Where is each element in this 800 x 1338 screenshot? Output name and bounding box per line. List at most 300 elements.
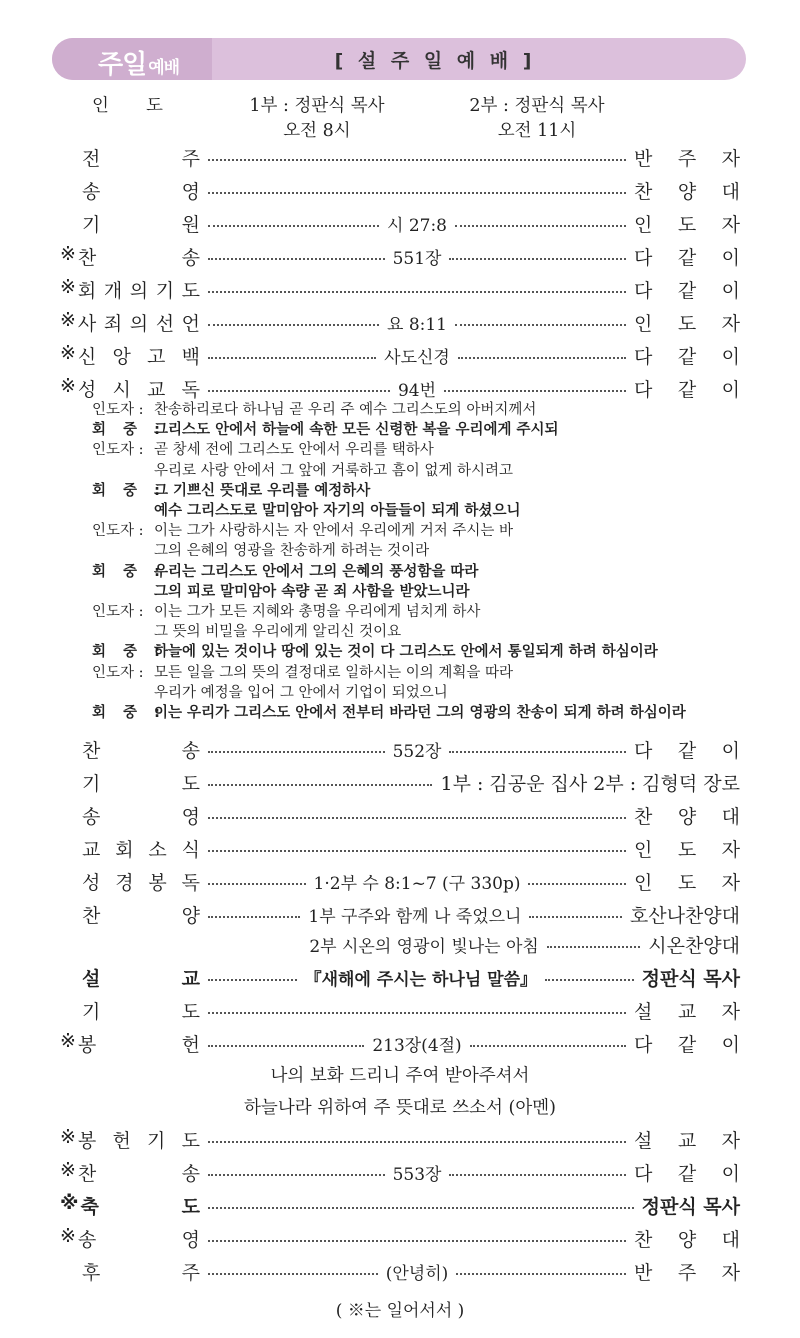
order-item-detail: 94번 — [397, 380, 437, 401]
name-char: 교 — [147, 378, 166, 401]
intro-second-time: 오전 11시 — [497, 121, 577, 141]
order-item-name — [60, 1225, 200, 1252]
leader-char: 이 — [721, 378, 740, 401]
reading-line — [92, 701, 686, 722]
order-item-detail: 213장(4절) — [372, 1035, 462, 1056]
dot-leader — [208, 869, 626, 894]
leader-char: 자 — [721, 871, 740, 894]
order-item-name — [60, 736, 200, 763]
name-char: 설 — [82, 967, 101, 990]
order-item-detail: 551장 — [392, 248, 442, 269]
order-item-name — [60, 243, 200, 270]
reading-line — [92, 398, 536, 419]
standing-mark: ※ — [60, 1191, 79, 1214]
name-char: 도 — [181, 1129, 200, 1152]
order-item-name-chars — [78, 342, 200, 369]
order-item-name — [60, 276, 200, 303]
leader-char: 자 — [721, 147, 740, 170]
reading-line — [92, 499, 520, 520]
leader-char: 다 — [634, 1162, 653, 1185]
name-char: 송 — [181, 1162, 200, 1185]
order-item-detail: 1부 구주와 함께 나 죽었으니 — [308, 906, 522, 927]
reading-text: 이는 우리가 그리스도 안에서 전부터 바라던 그의 영광의 찬송이 되게 하려 하심이라 — [154, 705, 686, 721]
leader-char: 같 — [677, 378, 697, 401]
reading-text: 예수 그리스도로 말미암아 자기의 아들들이 되게 하셨으니 — [154, 503, 521, 519]
order-item-name-chars — [82, 769, 200, 796]
order-item-leader — [634, 276, 740, 303]
leader-char: 다 — [634, 378, 653, 401]
order-item-name-chars — [82, 1258, 200, 1285]
reading-speaker: 회 중 : — [92, 705, 166, 721]
name-char: 언 — [181, 312, 200, 335]
leader-char: 자 — [721, 1129, 740, 1152]
name-char: 기 — [155, 279, 175, 302]
name-char: 축 — [80, 1195, 99, 1218]
dot-leader — [208, 847, 626, 849]
order-item-leader: 1부 : 김공운 집사 2부 : 김형덕 장로 — [440, 772, 740, 795]
order-item-name-chars — [78, 243, 200, 270]
leader-char: 교 — [677, 1000, 697, 1023]
dot-leader — [208, 310, 626, 335]
order-row — [60, 175, 740, 205]
order-item-leader — [634, 243, 740, 270]
dot-leader — [208, 376, 626, 401]
order-item-detail: 시 27:8 — [387, 215, 448, 236]
name-char: 영 — [181, 805, 200, 828]
leader-char: 양 — [677, 180, 697, 203]
name-char: 백 — [181, 345, 200, 368]
leader-char: 같 — [677, 1033, 697, 1056]
intro-second-service: 2부 : 정판식 목사 — [469, 96, 605, 116]
order-row — [60, 142, 740, 172]
reading-text: 그 기쁘신 뜻대로 우리를 예정하사 — [154, 482, 371, 499]
name-char: 영 — [181, 1228, 200, 1251]
leader-char: 자 — [721, 838, 740, 861]
name-char: 송 — [181, 739, 200, 762]
name-char: 독 — [181, 871, 200, 894]
order-item-detail: 2부 시온의 영광이 빛나는 아침 — [309, 936, 539, 957]
order-item-name-chars — [82, 835, 200, 862]
dot-leader — [208, 932, 640, 957]
name-char: 죄 — [103, 312, 123, 335]
order-row — [60, 1124, 740, 1154]
reading-text: 이는 그가 사랑하시는 자 안에서 우리에게 거저 주시는 바 — [154, 523, 514, 540]
name-char: 찬 — [77, 246, 97, 269]
order-item-detail: 553장 — [392, 1164, 442, 1185]
reading-text: 그의 은혜의 영광을 찬송하게 하려는 것이라 — [154, 543, 430, 560]
name-char: 기 — [82, 213, 101, 236]
order-row — [60, 1256, 740, 1286]
leader-char: 다 — [634, 739, 653, 762]
reading-line — [92, 459, 513, 480]
dot-leader — [208, 244, 626, 269]
name-char: 회 — [77, 279, 97, 302]
reading-line — [92, 560, 478, 581]
leader-char: 자 — [721, 1261, 740, 1284]
name-char: 헌 — [112, 1129, 131, 1152]
dot-leader — [208, 1138, 626, 1140]
leader-char: 주 — [677, 1261, 697, 1284]
leader-char: 양 — [677, 805, 697, 828]
name-char: 기 — [82, 772, 101, 795]
order-item-leader — [634, 210, 740, 237]
reading-text: 우리가 예정을 입어 그 안에서 기업이 되었으니 — [154, 684, 448, 701]
name-char: 송 — [82, 180, 101, 203]
order-item-name-chars — [82, 177, 200, 204]
order-item-name — [60, 144, 200, 171]
order-item-leader — [634, 997, 740, 1024]
leader-char: 이 — [721, 246, 740, 269]
name-char: 고 — [147, 345, 166, 368]
reading-text: 그의 피로 말미암아 속량 곧 죄 사함을 받았느니라 — [154, 583, 470, 600]
order-item-name-chars — [82, 901, 200, 928]
intro-label-b: 도 — [146, 96, 163, 116]
leader-char: 도 — [677, 838, 697, 861]
name-char: 도 — [181, 1195, 200, 1218]
order-item-detail: 『새해에 주시는 하나님 말씀』 — [304, 969, 538, 990]
order-row — [60, 800, 740, 830]
leader-char: 자 — [721, 312, 740, 335]
leader-char: 이 — [721, 1162, 740, 1185]
dot-leader — [208, 189, 626, 191]
order-row — [60, 767, 740, 797]
offering-hymn-line-1: 나의 보화 드리니 주여 받아주셔서 — [270, 1066, 530, 1086]
leader-char: 설 — [634, 1000, 653, 1023]
order-item-name — [60, 868, 200, 895]
order-item-leader — [634, 835, 740, 862]
order-item-leader — [634, 1258, 740, 1285]
standing-mark: ※ — [60, 308, 76, 331]
name-char: 도 — [181, 772, 200, 795]
order-item-name — [60, 997, 200, 1024]
order-item-leader — [634, 342, 740, 369]
leader-char: 찬 — [634, 805, 653, 828]
order-item-leader — [634, 1159, 740, 1186]
name-char: 선 — [155, 312, 175, 335]
reading-line — [92, 640, 658, 661]
order-row — [60, 274, 740, 304]
order-row — [60, 1028, 740, 1058]
dot-leader — [208, 781, 432, 783]
dot-leader — [208, 1160, 626, 1185]
name-char: 도 — [181, 1000, 200, 1023]
leader-char: 다 — [634, 1033, 653, 1056]
standing-mark: ※ — [60, 374, 76, 397]
name-char: 주 — [181, 1261, 200, 1284]
leader-char: 같 — [677, 739, 697, 762]
order-item-leader: 정판식 목사 — [641, 1195, 740, 1218]
leader-char: 양 — [677, 1228, 697, 1251]
order-item-name — [60, 835, 200, 862]
order-row — [60, 1223, 740, 1253]
leader-char: 이 — [721, 279, 740, 302]
dot-leader — [208, 343, 626, 368]
leader-char: 도 — [677, 871, 697, 894]
order-item-detail: 사도신경 — [384, 347, 450, 368]
name-char: 사 — [77, 312, 97, 335]
reading-text: 우리는 그리스도 안에서 그의 은혜의 풍성함을 따라 — [154, 563, 479, 580]
order-item-leader — [634, 1126, 740, 1153]
order-item-name — [60, 1159, 200, 1186]
name-char: 기 — [82, 1000, 101, 1023]
reading-speaker: 회 중 : — [92, 563, 166, 580]
name-char: 기 — [147, 1129, 166, 1152]
order-item-name — [60, 177, 200, 204]
reading-text: 모든 일을 그의 뜻의 결정대로 일하시는 이의 계획을 따라 — [154, 664, 514, 681]
reading-speaker: 인도자 : — [92, 442, 144, 459]
standing-mark: ※ — [60, 1158, 76, 1181]
dot-leader — [208, 1237, 626, 1239]
order-row — [60, 899, 740, 929]
order-row — [60, 833, 740, 863]
name-char: 전 — [82, 147, 101, 170]
leader-char: 다 — [634, 345, 653, 368]
order-item-name — [60, 309, 200, 336]
standing-mark: ※ — [60, 1125, 76, 1148]
leader-char: 자 — [721, 213, 740, 236]
leader-char: 주 — [677, 147, 697, 170]
leader-char: 교 — [677, 1129, 697, 1152]
footer-note: ( ※는 일어서서 ) — [335, 1301, 465, 1321]
order-item-name — [60, 964, 200, 991]
leader-char: 같 — [677, 246, 697, 269]
reading-speaker: 회 중 : — [92, 422, 166, 439]
name-char: 성 — [82, 871, 101, 894]
order-row — [60, 1190, 740, 1220]
intro-label-a: 인 — [92, 96, 109, 116]
reading-line — [92, 418, 559, 439]
order-item-name-chars — [78, 276, 200, 303]
leader-char: 이 — [721, 345, 740, 368]
order-item-detail: 1·2부 수 8:1~7 (구 330p) — [313, 873, 521, 894]
reading-text: 그리스도 안에서 하늘에 속한 모든 신령한 복을 우리에게 주시되 — [154, 422, 559, 439]
dot-leader — [208, 156, 626, 158]
dot-leader — [208, 211, 626, 236]
name-char: 송 — [77, 1228, 97, 1251]
name-char: 주 — [181, 147, 200, 170]
reading-line — [92, 519, 513, 540]
order-item-name — [60, 1126, 200, 1153]
logo-sub-text: 예배 — [148, 58, 180, 78]
name-char: 회 — [115, 838, 134, 861]
leader-char: 이 — [721, 1033, 740, 1056]
order-item-name-chars — [82, 144, 200, 171]
leader-char: 인 — [634, 213, 653, 236]
reading-line — [92, 580, 469, 601]
dot-leader — [208, 965, 634, 990]
order-item-name-chars — [78, 309, 200, 336]
order-item-name — [60, 802, 200, 829]
order-item-leader — [634, 736, 740, 763]
order-item-detail: 552장 — [392, 741, 442, 762]
reading-speaker: 인도자 : — [92, 523, 144, 540]
name-char: 의 — [129, 312, 149, 335]
dot-leader — [208, 1204, 634, 1206]
order-item-name-chars — [78, 1159, 200, 1186]
name-char: 원 — [181, 213, 200, 236]
dot-leader — [208, 1259, 626, 1284]
order-item-name-chars — [82, 210, 200, 237]
dot-leader — [208, 814, 626, 816]
reading-line — [92, 600, 480, 621]
standing-mark: ※ — [60, 275, 76, 298]
leader-char: 반 — [634, 147, 653, 170]
name-char: 독 — [181, 378, 200, 401]
name-char: 후 — [82, 1261, 101, 1284]
reading-line — [92, 438, 434, 459]
order-row — [60, 866, 740, 896]
order-row — [60, 208, 740, 238]
logo-main-text: 주일 — [98, 50, 147, 80]
order-item-name — [60, 1030, 200, 1057]
reading-speaker: 인도자 : — [92, 604, 144, 620]
name-char: 송 — [181, 246, 200, 269]
name-char: 봉 — [77, 1033, 97, 1056]
reading-speaker: 회 중 : — [92, 644, 166, 661]
order-row — [60, 307, 740, 337]
name-char: 개 — [103, 279, 123, 302]
name-char: 시 — [112, 378, 131, 401]
name-char: 교 — [82, 838, 101, 861]
name-char: 찬 — [82, 904, 101, 927]
order-item-name-chars — [82, 997, 200, 1024]
order-item-leader — [634, 144, 740, 171]
order-item-leader: 정판식 목사 — [641, 967, 740, 990]
name-char: 봉 — [148, 871, 167, 894]
reading-text: 그 뜻의 비밀을 우리에게 알리신 것이요 — [154, 624, 402, 641]
order-item-name-chars — [82, 868, 200, 895]
reading-speaker: 회 중 : — [92, 482, 166, 499]
name-char: 교 — [181, 967, 200, 990]
order-item-leader: 호산나찬양대 — [629, 904, 740, 927]
offering-hymn-line-2: 하늘나라 위하여 주 뜻대로 쓰소서 (아멘) — [244, 1098, 556, 1118]
name-char: 영 — [181, 180, 200, 203]
reading-text: 하늘에 있는 것이나 땅에 있는 것이 다 그리스도 안에서 통일되게 하려 하심이라 — [154, 644, 658, 661]
order-row — [60, 1157, 740, 1187]
reading-line — [92, 620, 401, 641]
order-item-leader — [634, 309, 740, 336]
leader-char: 반 — [634, 1261, 653, 1284]
name-char: 앙 — [112, 345, 131, 368]
name-char: 헌 — [181, 1033, 200, 1056]
leader-char: 인 — [634, 312, 653, 335]
order-item-leader: 시온찬양대 — [648, 934, 740, 957]
order-item-name — [60, 769, 200, 796]
reading-text: 곧 창세 전에 그리스도 안에서 우리를 택하사 — [154, 442, 434, 459]
order-item-name-chars — [80, 1192, 200, 1219]
service-title: [ 설 주 일 예 배 ] — [334, 50, 536, 72]
order-item-detail: 요 8:11 — [387, 314, 448, 335]
dot-leader — [208, 902, 622, 927]
reading-text: 찬송하리로다 하나님 곧 우리 주 예수 그리스도의 아버지께서 — [154, 402, 537, 418]
standing-mark: ※ — [60, 1224, 76, 1247]
name-char: 송 — [82, 805, 101, 828]
standing-mark: ※ — [60, 1029, 76, 1052]
reading-line — [92, 479, 370, 500]
order-item-name-chars — [78, 1126, 200, 1153]
name-char: 의 — [129, 279, 149, 302]
leader-char: 인 — [634, 871, 653, 894]
order-item-leader — [634, 1225, 740, 1252]
reading-speaker: 인도자 : — [92, 664, 144, 681]
leader-char: 같 — [677, 279, 697, 302]
name-char: 찬 — [82, 739, 101, 762]
order-row — [60, 241, 740, 271]
leader-char: 인 — [634, 838, 653, 861]
order-item-name-chars — [78, 1030, 200, 1057]
leader-char: 다 — [634, 246, 653, 269]
order-item-leader — [634, 1030, 740, 1057]
order-item-name-chars — [82, 964, 200, 991]
dot-leader — [208, 1009, 626, 1011]
dot-leader — [208, 737, 626, 762]
name-char: 성 — [77, 378, 97, 401]
name-char: 봉 — [77, 1129, 97, 1152]
leader-char: 자 — [721, 1000, 740, 1023]
standing-mark: ※ — [60, 242, 76, 265]
leader-char: 이 — [721, 739, 740, 762]
order-item-name-chars — [82, 802, 200, 829]
leader-char: 같 — [677, 345, 697, 368]
name-char: 신 — [77, 345, 97, 368]
dot-leader — [208, 288, 626, 290]
order-item-name-chars — [82, 736, 200, 763]
order-item-name-chars — [78, 1225, 200, 1252]
order-item-name — [60, 210, 200, 237]
leader-char: 도 — [677, 312, 697, 335]
dot-leader — [208, 1031, 626, 1056]
intro-first-service: 1부 : 정판식 목사 — [249, 96, 385, 116]
order-item-leader — [634, 868, 740, 895]
leader-char: 대 — [721, 180, 740, 203]
reading-speaker: 인도자 : — [92, 402, 144, 418]
order-row — [60, 962, 740, 992]
order-item-name — [60, 1192, 200, 1219]
intro-first-time: 오전 8시 — [283, 121, 351, 141]
leader-char: 도 — [677, 213, 697, 236]
leader-char: 설 — [634, 1129, 653, 1152]
reading-line — [92, 661, 513, 682]
name-char: 식 — [181, 838, 200, 861]
leader-char: 대 — [721, 1228, 740, 1251]
order-row — [60, 929, 740, 959]
order-item-detail: (안녕히) — [385, 1263, 449, 1284]
leader-char: 다 — [634, 279, 653, 302]
reading-text: 우리로 사랑 안에서 그 앞에 거룩하고 흠이 없게 하시려고 — [154, 462, 514, 479]
leader-char: 찬 — [634, 180, 653, 203]
order-item-leader — [634, 177, 740, 204]
reading-line — [92, 681, 448, 702]
order-item-name — [60, 342, 200, 369]
order-item-name — [60, 901, 200, 928]
reading-line — [92, 539, 429, 560]
order-row — [60, 734, 740, 764]
order-item-name — [60, 1258, 200, 1285]
order-row — [60, 995, 740, 1025]
name-char: 양 — [181, 904, 200, 927]
reading-text: 이는 그가 모든 지혜와 총명을 우리에게 넘치게 하사 — [154, 604, 481, 620]
leader-char: 같 — [677, 1162, 697, 1185]
name-char: 소 — [148, 838, 167, 861]
order-item-leader — [634, 375, 740, 402]
name-char: 경 — [115, 871, 134, 894]
leader-char: 대 — [721, 805, 740, 828]
order-item-leader — [634, 802, 740, 829]
standing-mark: ※ — [60, 341, 76, 364]
name-char: 찬 — [77, 1162, 97, 1185]
leader-char: 찬 — [634, 1228, 653, 1251]
name-char: 도 — [181, 279, 200, 302]
